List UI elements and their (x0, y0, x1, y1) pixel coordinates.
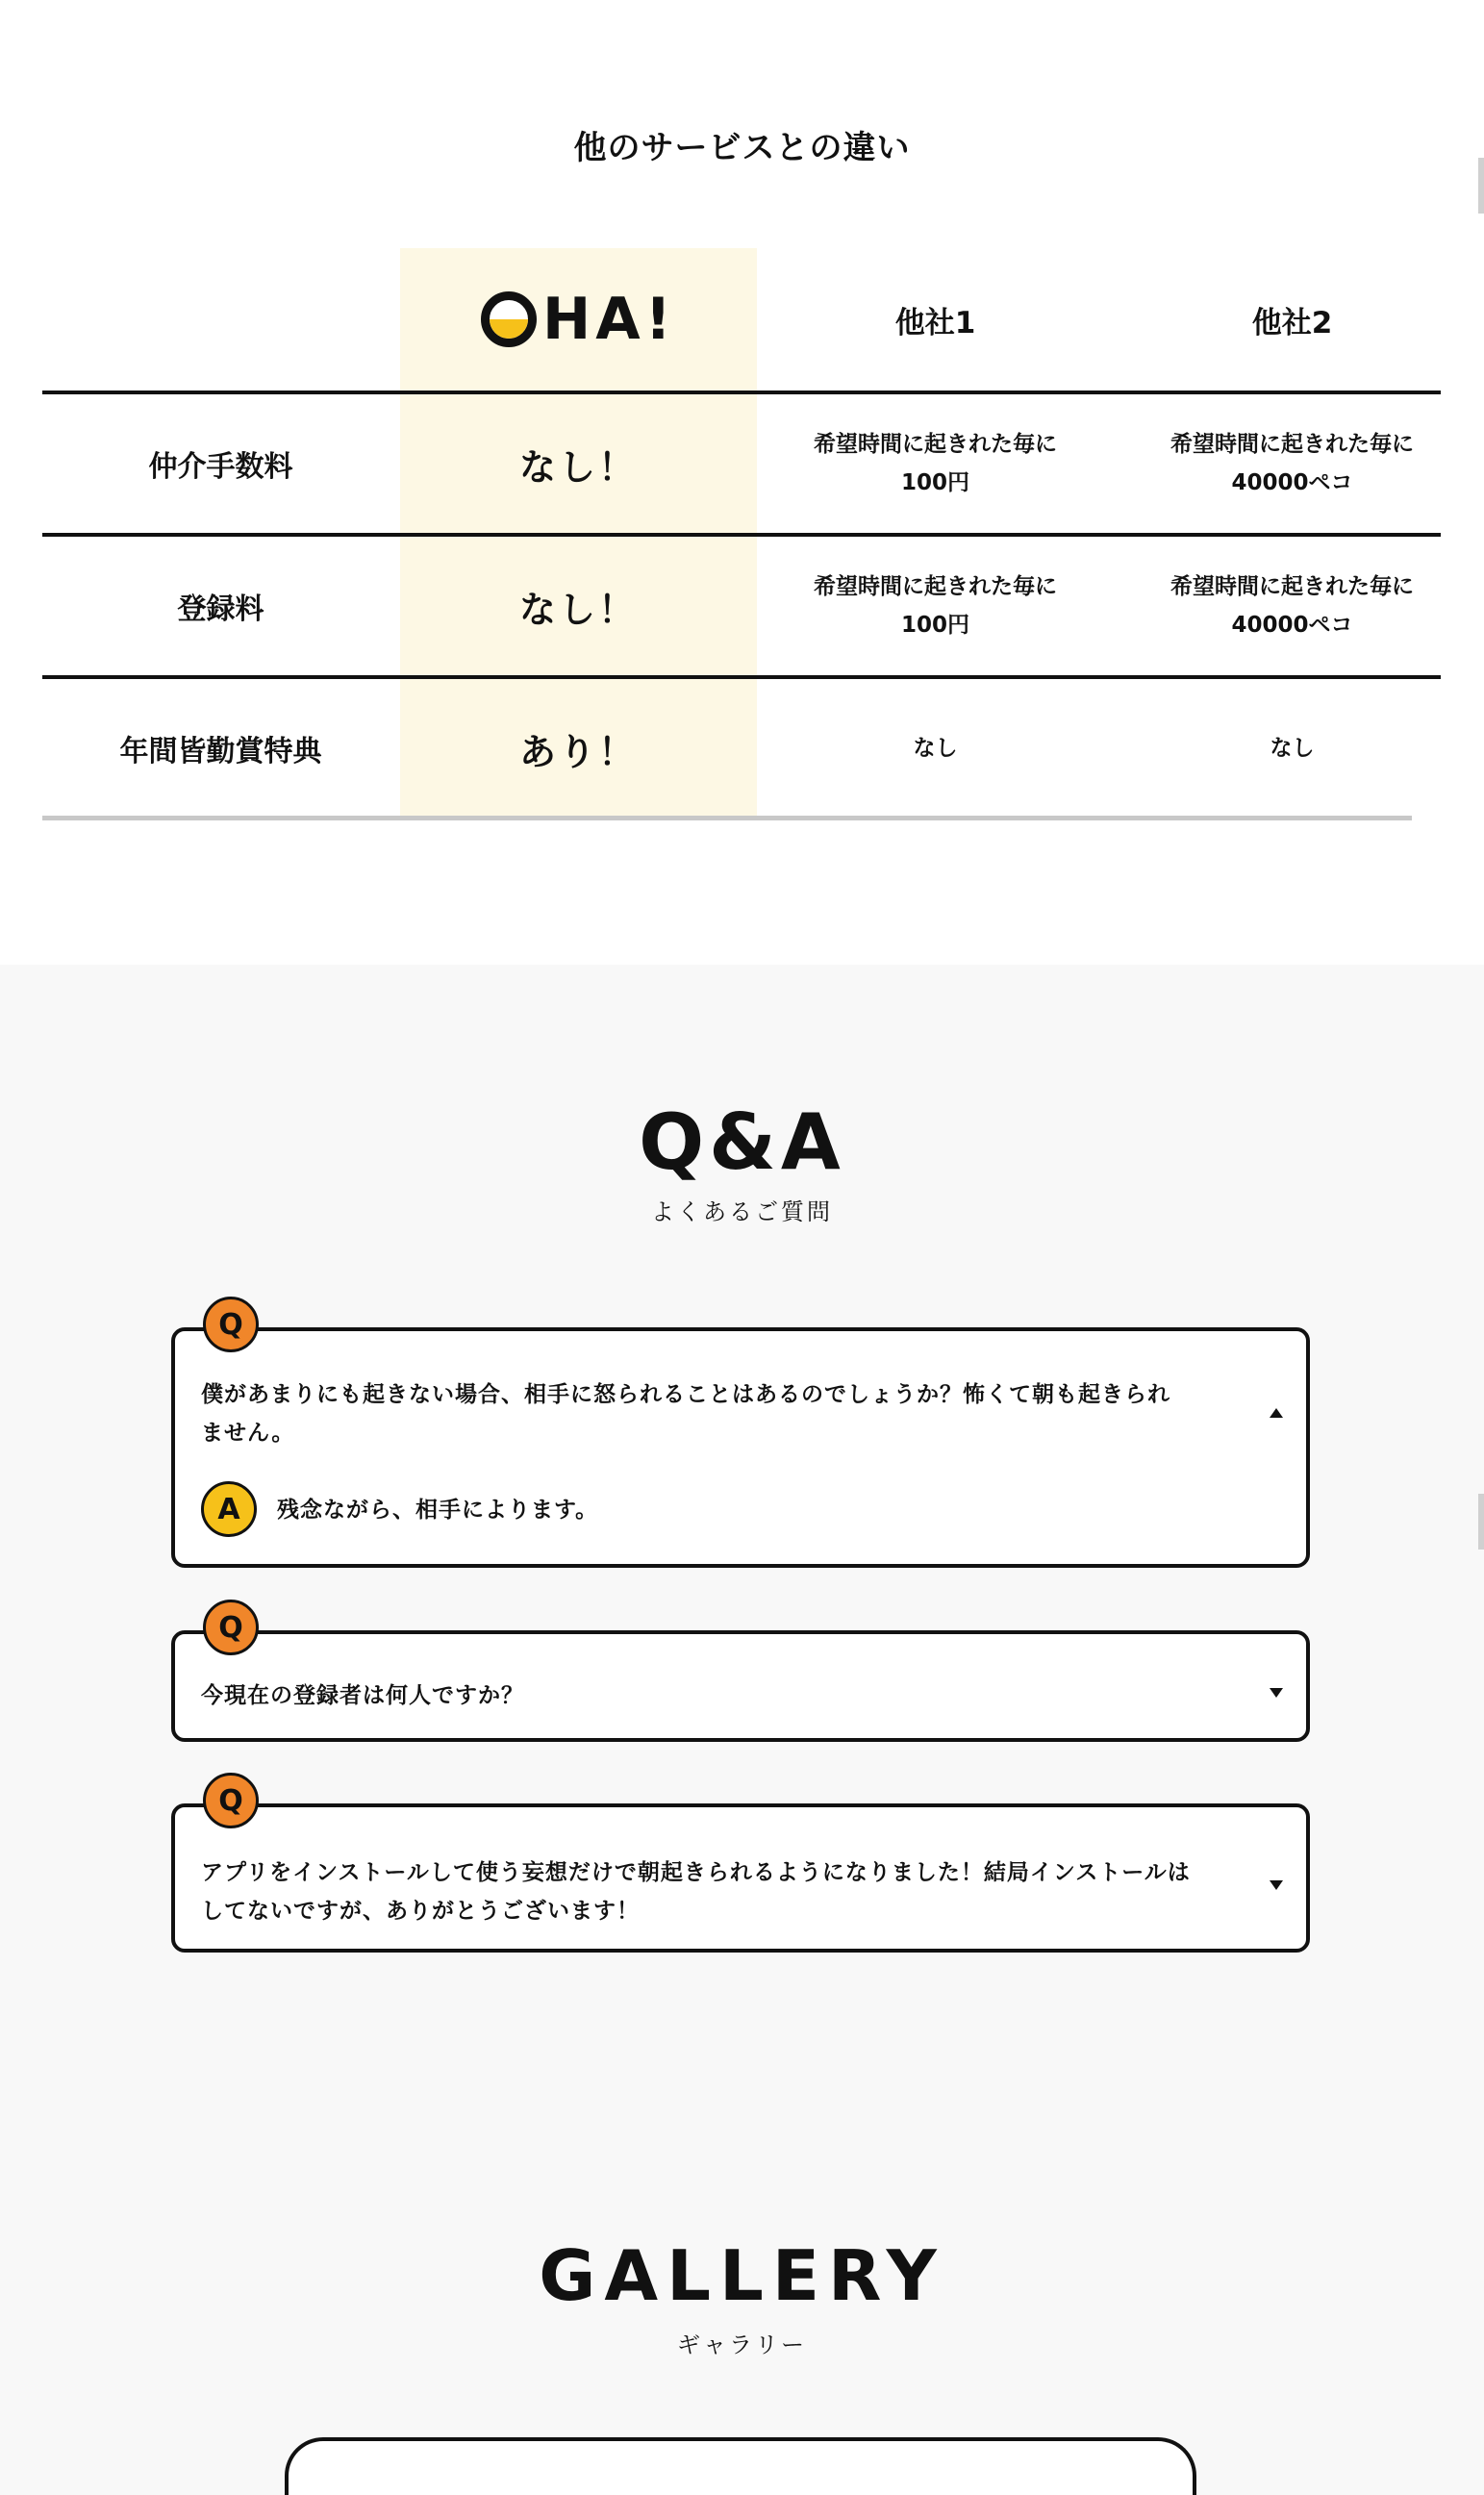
column-header-other2: 他社2 (1251, 305, 1333, 340)
side-scroll-tab[interactable] (1478, 1494, 1484, 1550)
other2-value: なし (1270, 736, 1315, 761)
faq-item[interactable] (171, 1783, 1310, 1953)
side-scroll-tab[interactable] (1478, 158, 1484, 214)
faq-question: アプリをインストールして使う妄想だけで朝起きられるようになりました！結局インストールはしてないですが、ありがとうございます！ (201, 1860, 1191, 1924)
table-bottom-scrollbar[interactable] (42, 816, 1412, 820)
question-badge: Q (203, 1600, 259, 1655)
other1-value: なし (913, 736, 958, 761)
oha-logo-o-icon (481, 291, 537, 347)
caret-down-icon[interactable] (1270, 1880, 1283, 1890)
question-badge: Q (203, 1297, 259, 1352)
faq-question: 今現在の登録者は何人ですか？ (201, 1683, 524, 1708)
row-label: 登録料 (177, 592, 264, 626)
row-label: 仲介手数料 (148, 450, 293, 484)
oha-value: なし！ (518, 588, 638, 631)
answer-badge: A (201, 1481, 257, 1537)
caret-up-icon[interactable] (1270, 1408, 1283, 1418)
qa-subtitle: よくあるご質問 (651, 1198, 833, 1225)
oha-value: なし！ (518, 445, 638, 489)
other1-value: 希望時間に起きれた毎に 100円 (814, 432, 1057, 495)
question-badge: Q (203, 1773, 259, 1828)
comparison-section (0, 0, 1484, 965)
other1-value: 希望時間に起きれた毎に 100円 (814, 574, 1057, 638)
other2-value: 希望時間に起きれた毎に 40000ペコ (1170, 432, 1414, 495)
gallery-title: GALLERY (539, 2235, 945, 2316)
faq-question: 僕があまりにも起きない場合、相手に怒られることはあるのでしょうか？怖くて朝も起きられません。 (201, 1382, 1170, 1446)
qa-title: Q&A (639, 1097, 845, 1187)
oha-logo-header (400, 248, 757, 391)
other2-value: 希望時間に起きれた毎に 40000ペコ (1170, 574, 1414, 638)
gallery-subtitle: ギャラリー (677, 2331, 807, 2358)
comparison-title: 他のサービスとの違い (573, 129, 911, 167)
oha-value: あり！ (518, 730, 638, 773)
oha-logo (481, 286, 676, 353)
faq-answer: 残念ながら、相手によります。 (277, 1498, 599, 1523)
oha-logo-text: HA! (541, 286, 676, 353)
gallery-frame (285, 2437, 1196, 2495)
faq-item[interactable] (171, 1307, 1310, 1568)
faq-item[interactable] (171, 1610, 1310, 1742)
caret-down-icon[interactable] (1270, 1688, 1283, 1698)
column-header-other1: 他社1 (894, 305, 976, 340)
row-label: 年間皆勤賞特典 (119, 735, 322, 769)
